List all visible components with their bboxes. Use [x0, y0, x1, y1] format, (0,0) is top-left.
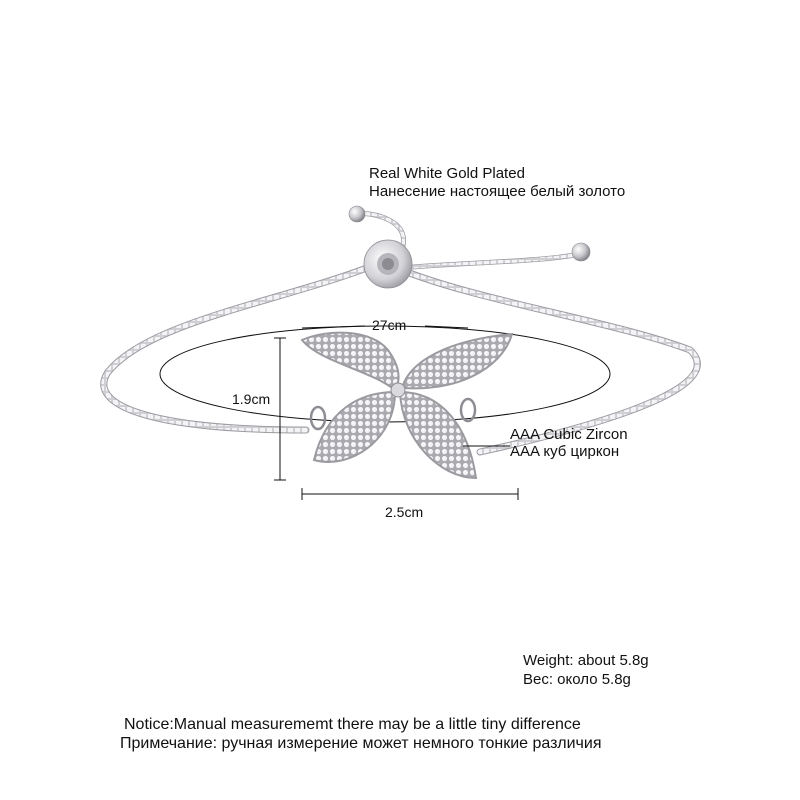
material-label-en: Real White Gold Plated [369, 165, 525, 182]
length-label: 27cm [372, 317, 407, 333]
stone-label-en: AAA Cubic Zircon [510, 426, 628, 443]
width-dimension [302, 488, 518, 500]
height-label: 1.9cm [232, 391, 271, 407]
height-dimension [274, 338, 286, 480]
material-label-ru: Нанесение настоящее белый золото [369, 183, 626, 200]
butterfly-charm [302, 333, 512, 478]
stone-label-ru: AAA куб циркон [510, 443, 620, 460]
wing-top-left [302, 333, 399, 390]
end-bead-top [349, 206, 365, 222]
wing-bottom-left [314, 392, 395, 462]
notice-text-en: Notice:Manual measurememt there may be a little tiny difference [124, 716, 581, 733]
wing-bottom-right [400, 392, 476, 478]
weight-label-en: Weight: about 5.8g [523, 652, 649, 669]
slider-bead [364, 240, 412, 288]
notice-text-ru: Примечание: ручная измерение может немного тонкие различия [120, 735, 602, 752]
wing-top-right [402, 334, 512, 388]
weight-label-ru: Вес: около 5.8g [523, 671, 631, 688]
end-bead-right [572, 243, 590, 261]
length-leader-left [302, 326, 365, 328]
width-label: 2.5cm [385, 504, 424, 520]
